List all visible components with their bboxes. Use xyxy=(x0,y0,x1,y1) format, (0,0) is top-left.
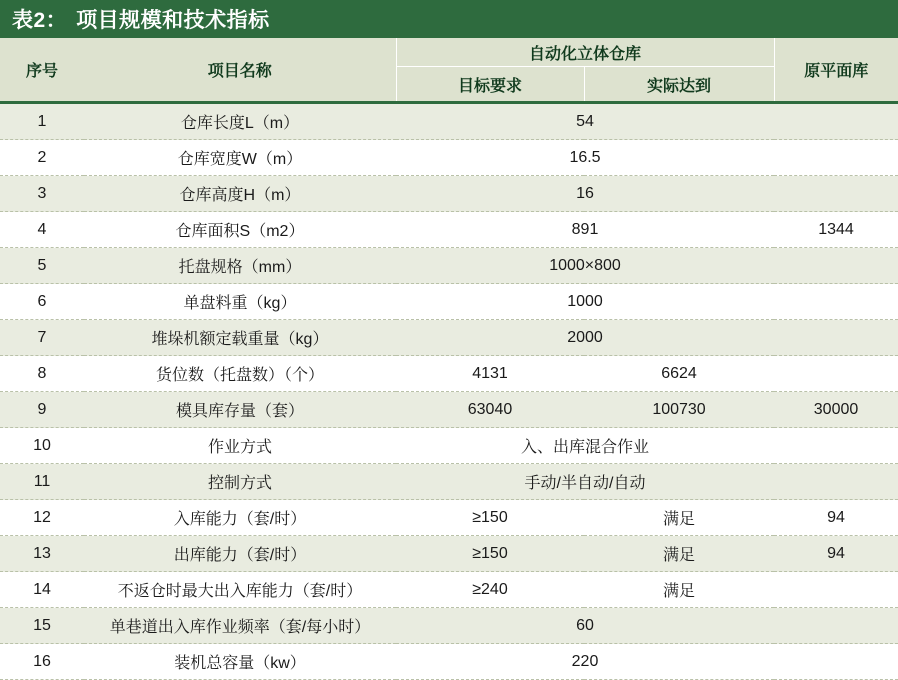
cell-item-name: 单巷道出入库作业频率（套/每小时） xyxy=(84,608,396,644)
table-row xyxy=(0,104,898,140)
cell-no: 3 xyxy=(0,176,84,212)
cell-actual: 1000×800 xyxy=(396,248,774,284)
header-cell-no: 序号 xyxy=(25,63,58,80)
table-header xyxy=(0,38,898,104)
cell-old-warehouse: 30000 xyxy=(774,392,898,428)
header-cell-actual: 实际达到 xyxy=(584,67,774,102)
cell-actual: 60 xyxy=(396,608,774,644)
cell-no: 7 xyxy=(0,320,84,356)
cell-item-name: 货位数（托盘数）（个） xyxy=(84,356,396,392)
cell-target: ≥150 xyxy=(396,536,584,572)
cell-no: 10 xyxy=(0,428,84,464)
header-group-automated-warehouse: 自动化立体仓库 xyxy=(396,38,774,67)
cell-actual: 220 xyxy=(396,644,774,680)
cell-old-warehouse xyxy=(774,464,898,500)
cell-old-warehouse xyxy=(774,644,898,680)
cell-actual: 891 xyxy=(396,212,774,248)
cell-item-name: 单盘料重（kg） xyxy=(84,284,396,320)
cell-item-name: 仓库高度H（m） xyxy=(84,176,396,212)
cell-actual: 满足 xyxy=(584,572,774,608)
cell-old-warehouse: 94 xyxy=(774,536,898,572)
cell-old-warehouse xyxy=(774,176,898,212)
cell-actual: 100730 xyxy=(584,392,774,428)
cell-no: 11 xyxy=(0,464,84,500)
cell-item-name: 堆垛机额定载重量（kg） xyxy=(84,320,396,356)
cell-target: ≥150 xyxy=(396,500,584,536)
cell-target: 4131 xyxy=(396,356,584,392)
cell-item-name: 仓库面积S（m2） xyxy=(84,212,396,248)
table-title-bar xyxy=(0,0,898,38)
cell-item-name: 入库能力（套/时） xyxy=(84,500,396,536)
table-row xyxy=(0,428,898,464)
table-row xyxy=(0,536,898,572)
cell-no: 4 xyxy=(0,212,84,248)
table-row xyxy=(0,644,898,680)
cell-no: 15 xyxy=(0,608,84,644)
cell-no: 16 xyxy=(0,644,84,680)
table-title-text: 项目规模和技术指标 xyxy=(76,9,270,32)
cell-item-name: 出库能力（套/时） xyxy=(84,536,396,572)
cell-item-name: 装机总容量（kw） xyxy=(84,644,396,680)
table-row xyxy=(0,248,898,284)
cell-actual: 6624 xyxy=(584,356,774,392)
cell-old-warehouse xyxy=(774,284,898,320)
table-row xyxy=(0,284,898,320)
cell-item-name: 不返仓时最大出入库能力（套/时） xyxy=(84,572,396,608)
cell-no: 9 xyxy=(0,392,84,428)
cell-old-warehouse xyxy=(774,104,898,140)
cell-actual: 手动/半自动/自动 xyxy=(396,464,774,500)
cell-no: 5 xyxy=(0,248,84,284)
table-body xyxy=(0,104,898,680)
cell-item-name: 仓库长度L（m） xyxy=(84,104,396,140)
cell-old-warehouse xyxy=(774,140,898,176)
cell-item-name: 作业方式 xyxy=(84,428,396,464)
cell-old-warehouse xyxy=(774,248,898,284)
cell-no: 13 xyxy=(0,536,84,572)
cell-actual: 满足 xyxy=(584,500,774,536)
table-row xyxy=(0,464,898,500)
cell-actual: 16 xyxy=(396,176,774,212)
cell-target: ≥240 xyxy=(396,572,584,608)
header-cell-target: 目标要求 xyxy=(396,67,584,102)
table-row xyxy=(0,356,898,392)
cell-item-name: 模具库存量（套） xyxy=(84,392,396,428)
table-row xyxy=(0,176,898,212)
cell-no: 8 xyxy=(0,356,84,392)
header-cell-name: 项目名称 xyxy=(207,63,272,80)
table-row xyxy=(0,392,898,428)
table-title-label: 表2： xyxy=(12,9,68,32)
cell-no: 6 xyxy=(0,284,84,320)
table-row xyxy=(0,212,898,248)
cell-old-warehouse xyxy=(774,320,898,356)
cell-old-warehouse: 1344 xyxy=(774,212,898,248)
cell-actual: 满足 xyxy=(584,536,774,572)
cell-old-warehouse xyxy=(774,428,898,464)
cell-no: 12 xyxy=(0,500,84,536)
cell-item-name: 控制方式 xyxy=(84,464,396,500)
cell-no: 2 xyxy=(0,140,84,176)
table-row xyxy=(0,572,898,608)
cell-old-warehouse xyxy=(774,356,898,392)
cell-actual: 1000 xyxy=(396,284,774,320)
cell-old-warehouse: 94 xyxy=(774,500,898,536)
cell-no: 14 xyxy=(0,572,84,608)
cell-actual: 入、出库混合作业 xyxy=(396,428,774,464)
cell-target: 63040 xyxy=(396,392,584,428)
table-row xyxy=(0,608,898,644)
table-row xyxy=(0,320,898,356)
cell-old-warehouse xyxy=(774,608,898,644)
cell-no: 1 xyxy=(0,104,84,140)
cell-item-name: 仓库宽度W（m） xyxy=(84,140,396,176)
table-row xyxy=(0,140,898,176)
cell-item-name: 托盘规格（mm） xyxy=(84,248,396,284)
table-row xyxy=(0,500,898,536)
cell-old-warehouse xyxy=(774,572,898,608)
cell-actual: 16.5 xyxy=(396,140,774,176)
cell-actual: 2000 xyxy=(396,320,774,356)
cell-actual: 54 xyxy=(396,104,774,140)
header-cell-old-warehouse: 原平面库 xyxy=(774,38,898,101)
